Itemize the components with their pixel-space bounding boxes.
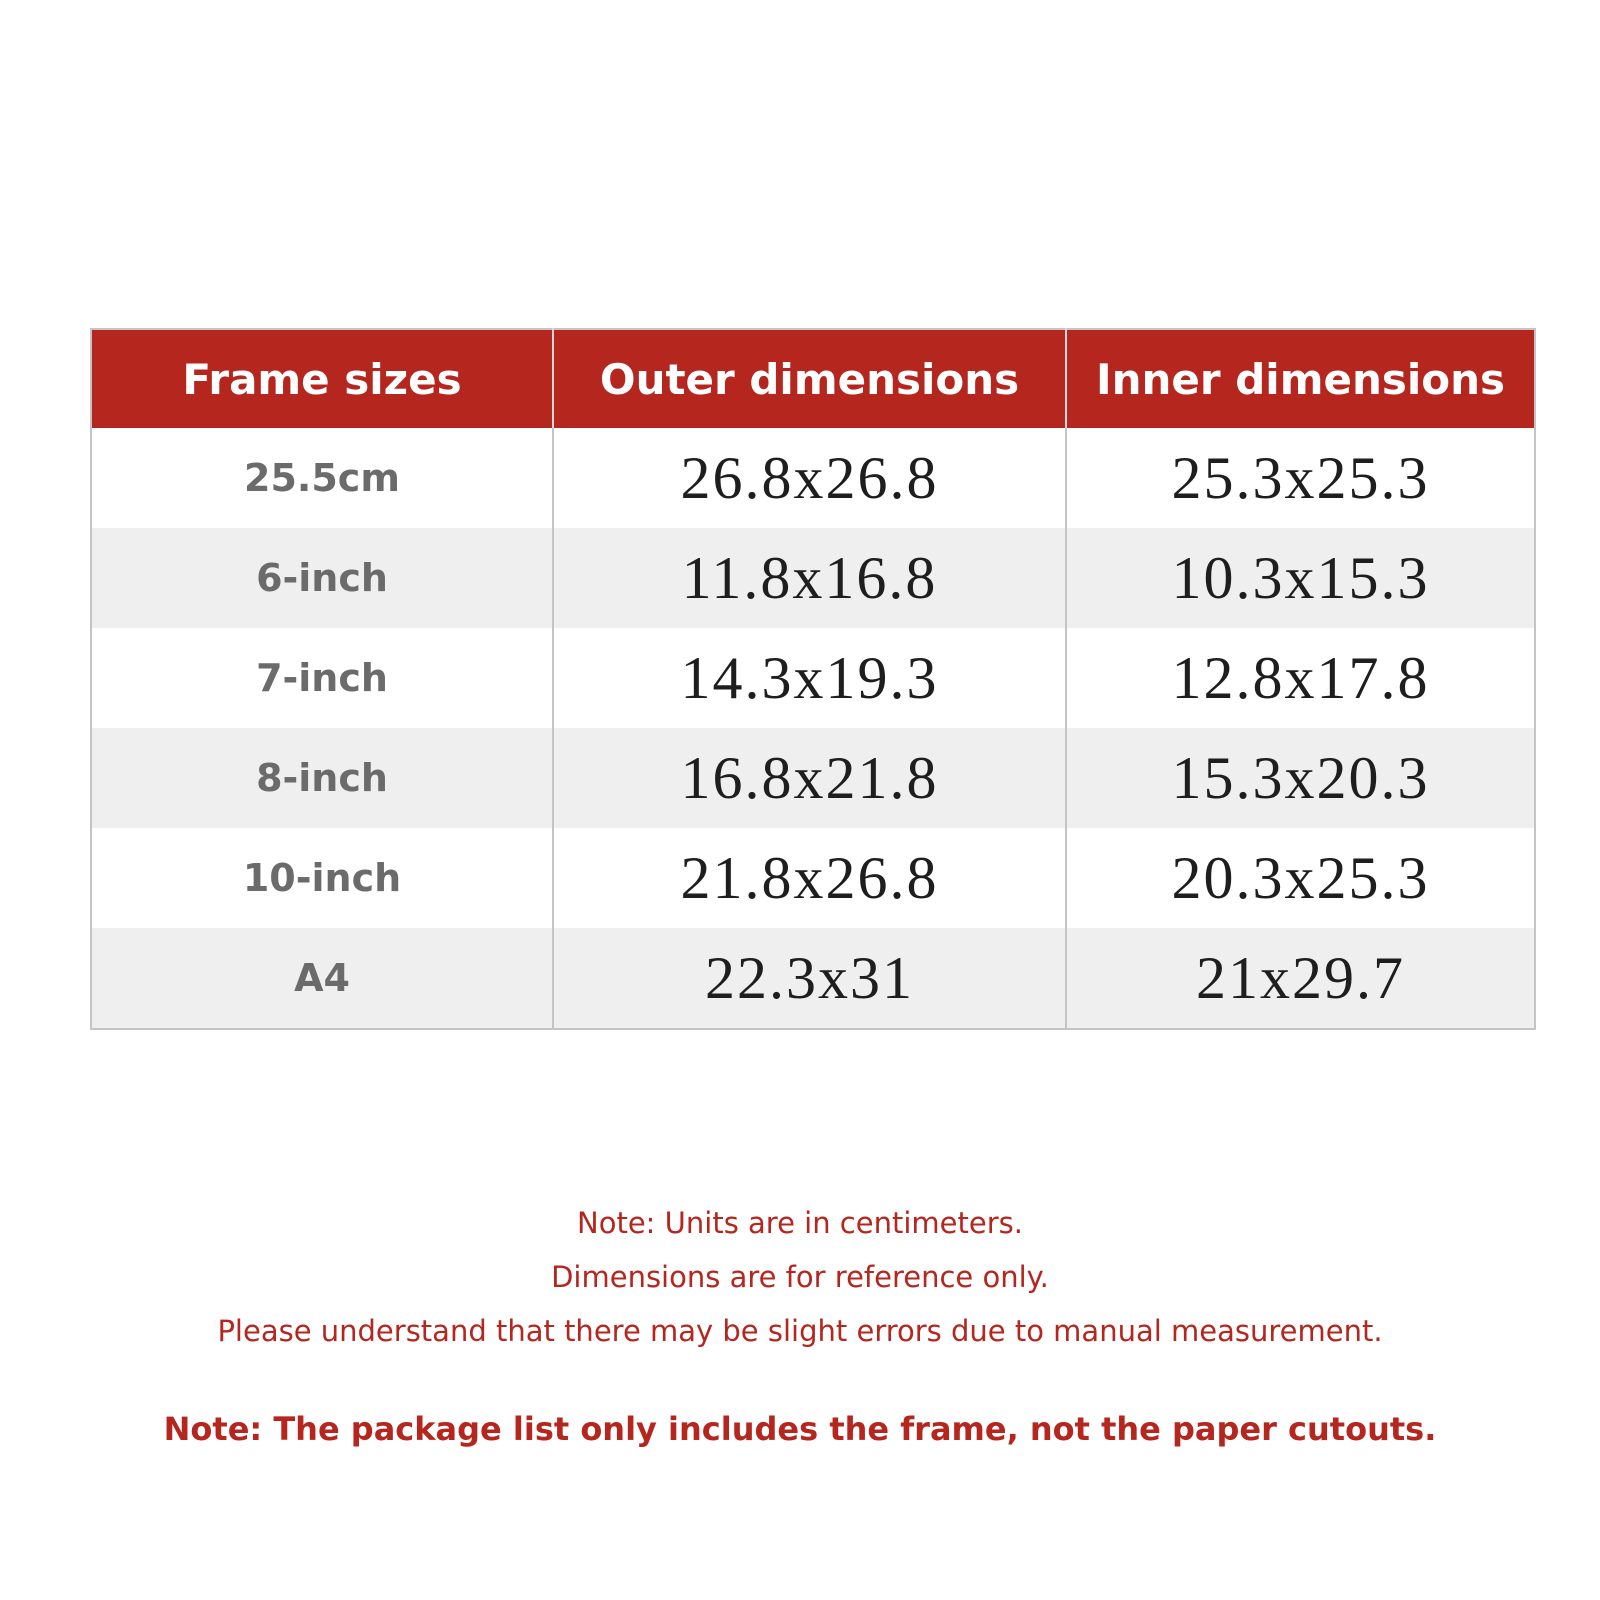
- inner-dimension-cell: 21x29.7: [1066, 928, 1535, 1029]
- frame-size-cell: 7-inch: [91, 628, 553, 728]
- measurement-notes: [0, 1196, 1600, 1358]
- frame-size-cell: 25.5cm: [91, 428, 553, 528]
- inner-dimension-cell: 20.3x25.3: [1066, 828, 1535, 928]
- header-frame-sizes: Frame sizes: [91, 329, 553, 428]
- table-row: [91, 428, 1535, 528]
- outer-dimension-cell: 21.8x26.8: [553, 828, 1066, 928]
- frame-size-table: [90, 328, 1536, 1030]
- frame-size-cell: 8-inch: [91, 728, 553, 828]
- inner-dimension-cell: 10.3x15.3: [1066, 528, 1535, 628]
- inner-dimension-cell: 12.8x17.8: [1066, 628, 1535, 728]
- outer-dimension-cell: 22.3x31: [553, 928, 1066, 1029]
- measurement-error-note: Please understand that there may be slight errors due to manual measurement.: [217, 1314, 1383, 1348]
- header-outer-dimensions: Outer dimensions: [553, 329, 1066, 428]
- header-inner-dimensions: Inner dimensions: [1066, 329, 1535, 428]
- table-row: [91, 728, 1535, 828]
- outer-dimension-cell: 16.8x21.8: [553, 728, 1066, 828]
- table-row: [91, 628, 1535, 728]
- table-row: [91, 528, 1535, 628]
- frame-size-cell: A4: [91, 928, 553, 1029]
- reference-note: Dimensions are for reference only.: [551, 1260, 1049, 1294]
- outer-dimension-cell: 26.8x26.8: [553, 428, 1066, 528]
- frame-size-cell: 10-inch: [91, 828, 553, 928]
- package-contents-note: Note: The package list only includes the frame, not the paper cutouts.: [163, 1410, 1437, 1448]
- frame-size-cell: 6-inch: [91, 528, 553, 628]
- outer-dimension-cell: 14.3x19.3: [553, 628, 1066, 728]
- table-header-row: [91, 329, 1535, 428]
- table-row: [91, 828, 1535, 928]
- outer-dimension-cell: 11.8x16.8: [553, 528, 1066, 628]
- inner-dimension-cell: 15.3x20.3: [1066, 728, 1535, 828]
- units-note: Note: Units are in centimeters.: [577, 1206, 1023, 1240]
- table-row: [91, 928, 1535, 1029]
- inner-dimension-cell: 25.3x25.3: [1066, 428, 1535, 528]
